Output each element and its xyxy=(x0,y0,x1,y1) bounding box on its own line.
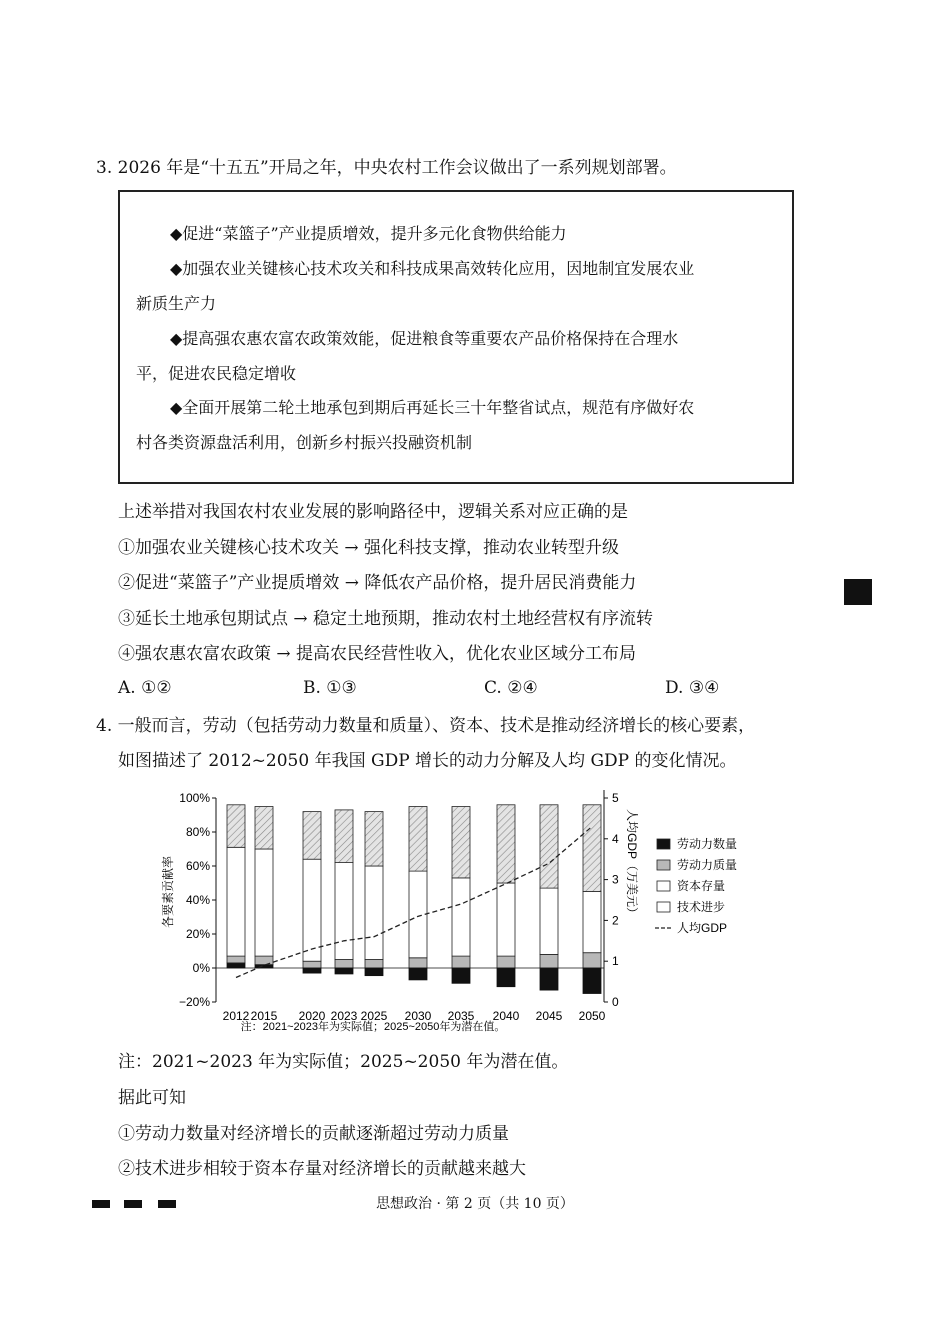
bar-labor-quality xyxy=(540,954,558,968)
chart-y2-tick: 5 xyxy=(612,791,619,805)
chart-y2-tick: 4 xyxy=(612,831,619,846)
chart-y2-tick: 0 xyxy=(612,995,619,1009)
q3-box-line: ◆促进“菜篮子”产业提质增效，提升多元化食物供给能力 xyxy=(170,224,567,243)
legend-label: 劳动力质量 xyxy=(677,858,738,872)
bar-labor-quantity xyxy=(540,968,558,990)
bar-capital xyxy=(255,849,273,956)
bar-labor-quantity xyxy=(365,968,383,976)
bar-labor-quantity xyxy=(303,968,321,973)
bar-capital xyxy=(497,883,515,956)
chart-x-tick: 2040 xyxy=(492,1009,520,1023)
q3-option-c[interactable]: C. ②④ xyxy=(484,678,538,698)
legend-swatch xyxy=(657,881,670,891)
bar-labor-quantity xyxy=(497,968,515,987)
chart-x-tick: 2025 xyxy=(360,1009,388,1023)
bar-labor-quality xyxy=(452,956,470,968)
legend-swatch xyxy=(657,902,670,912)
chart-x-tick: 2045 xyxy=(535,1009,563,1023)
bar-capital xyxy=(452,878,470,956)
bar-labor-quality xyxy=(365,960,383,969)
legend-swatch xyxy=(657,839,670,849)
q3-option-b[interactable]: B. ①③ xyxy=(303,678,357,698)
bar-tech xyxy=(583,805,601,892)
bar-labor-quality xyxy=(335,960,353,969)
bar-tech xyxy=(497,805,515,883)
chart-x-tick: 2035 xyxy=(447,1009,475,1023)
legend-swatch xyxy=(657,860,670,870)
q4-statement: ②技术进步相较于资本存量对经济增长的贡献越来越大 xyxy=(118,1159,526,1179)
bar-labor-quality xyxy=(583,953,601,968)
q3-box-line: 新质生产力 xyxy=(136,294,217,313)
chart-y2-tick: 3 xyxy=(612,872,619,887)
page-footer: 思想政治 · 第 2 页（共 10 页） xyxy=(376,1196,574,1212)
q3-statement: ①加强农业关键核心技术攻关 → 强化科技支撑，推动农业转型升级 xyxy=(118,538,620,558)
bar-labor-quantity xyxy=(227,963,245,968)
chart-y-tick: −20% xyxy=(178,995,210,1009)
q4-statement: ①劳动力数量对经济增长的贡献逐渐超过劳动力质量 xyxy=(118,1124,509,1144)
chart-ylabel: 各要素贡献率 xyxy=(161,855,175,929)
chart-y-tick: 100% xyxy=(179,791,210,805)
bar-labor-quantity xyxy=(335,968,353,974)
legend-label: 人均GDP xyxy=(677,921,728,935)
chart-y-tick: 60% xyxy=(185,859,210,873)
bar-tech xyxy=(255,807,273,850)
bar-labor-quantity xyxy=(409,968,427,980)
bar-labor-quantity xyxy=(452,968,470,983)
chart-note: 注：2021~2023年为实际值；2025~2050年为潜在值。 xyxy=(240,1021,506,1033)
bar-capital xyxy=(303,859,321,961)
q3-question: 上述举措对我国农村农业发展的影响路径中，逻辑关系对应正确的是 xyxy=(118,502,628,522)
q3-stem: 3. 2026 年是“十五五”开局之年，中央农村工作会议做出了一系列规划部署。 xyxy=(96,158,677,178)
bar-tech xyxy=(409,807,427,872)
bar-labor-quality xyxy=(255,956,273,965)
q3-statement: ②促进“菜篮子”产业提质增效 → 降低农产品价格，提升居民消费能力 xyxy=(118,573,637,593)
q3-statement: ④强农惠农富农政策 → 提高农民经营性收入，优化农业区域分工布局 xyxy=(118,644,637,664)
bar-capital xyxy=(227,847,245,956)
bar-tech xyxy=(540,805,558,888)
q4-lead: 据此可知 xyxy=(118,1088,186,1108)
chart-x-tick: 2023 xyxy=(330,1009,358,1023)
q3-box-line: 村各类资源盘活利用，创新乡村振兴投融资机制 xyxy=(136,433,473,452)
bar-labor-quality xyxy=(227,956,245,963)
q4-note: 注：2021~2023 年为实际值；2025~2050 年为潜在值。 xyxy=(118,1052,569,1072)
q4-stem-line2: 如图描述了 2012~2050 年我国 GDP 增长的动力分解及人均 GDP 的变化情况。 xyxy=(118,751,737,771)
chart-x-tick: 2015 xyxy=(250,1009,278,1023)
bar-capital xyxy=(583,892,601,953)
chart-y-tick: 80% xyxy=(185,825,210,839)
side-marker xyxy=(844,579,872,605)
chart-x-tick: 2050 xyxy=(578,1009,606,1023)
q3-option-d[interactable]: D. ③④ xyxy=(665,678,720,698)
bar-tech xyxy=(227,805,245,848)
chart-x-tick: 2020 xyxy=(298,1009,326,1023)
q3-box-line: 平，促进农民稳定增收 xyxy=(136,364,297,383)
bar-capital xyxy=(365,866,383,960)
bar-tech xyxy=(335,810,353,863)
chart-y-tick: 40% xyxy=(185,893,210,907)
chart-y-tick: 20% xyxy=(185,927,210,941)
legend-label: 劳动力数量 xyxy=(677,837,738,851)
bar-labor-quality xyxy=(409,958,427,968)
q3-box-line: ◆加强农业关键核心技术攻关和科技成果高效转化应用，因地制宜发展农业 xyxy=(170,259,695,278)
chart-y2label: 人均GDP（万美元） xyxy=(625,808,639,920)
q3-option-a[interactable]: A. ①② xyxy=(118,678,172,698)
q3-box-line: ◆提高强农惠农富农政策效能，促进粮食等重要农产品价格保持在合理水 xyxy=(170,329,679,348)
q4-stem-line1: 4. 一般而言，劳动（包括劳动力数量和质量）、资本、技术是推动经济增长的核心要素， xyxy=(96,716,756,736)
bar-capital xyxy=(540,888,558,954)
bar-labor-quality xyxy=(497,956,515,968)
bar-labor-quality xyxy=(303,961,321,968)
q3-statement: ③延长土地承包期试点 → 稳定土地预期，推动农村土地经营权有序流转 xyxy=(118,609,654,629)
chart-y-tick: 0% xyxy=(192,961,210,975)
legend-label: 资本存量 xyxy=(677,879,726,893)
legend-label: 技术进步 xyxy=(677,900,726,914)
chart-y2-tick: 2 xyxy=(612,913,619,928)
chart-y2-tick: 1 xyxy=(612,954,619,969)
q3-box-line: ◆全面开展第二轮土地承包到期后再延长三十年整省试点，规范有序做好农 xyxy=(170,398,695,417)
bar-tech xyxy=(452,807,470,878)
bar-tech xyxy=(365,812,383,866)
bar-labor-quantity xyxy=(583,968,601,994)
chart-x-tick: 2012 xyxy=(222,1009,250,1023)
bar-capital xyxy=(409,871,427,958)
bar-tech xyxy=(303,812,321,860)
gdp-contribution-chart xyxy=(150,782,770,1042)
bar-capital xyxy=(335,863,353,960)
chart-x-tick: 2030 xyxy=(404,1009,432,1023)
bar-labor-quantity xyxy=(255,965,273,968)
